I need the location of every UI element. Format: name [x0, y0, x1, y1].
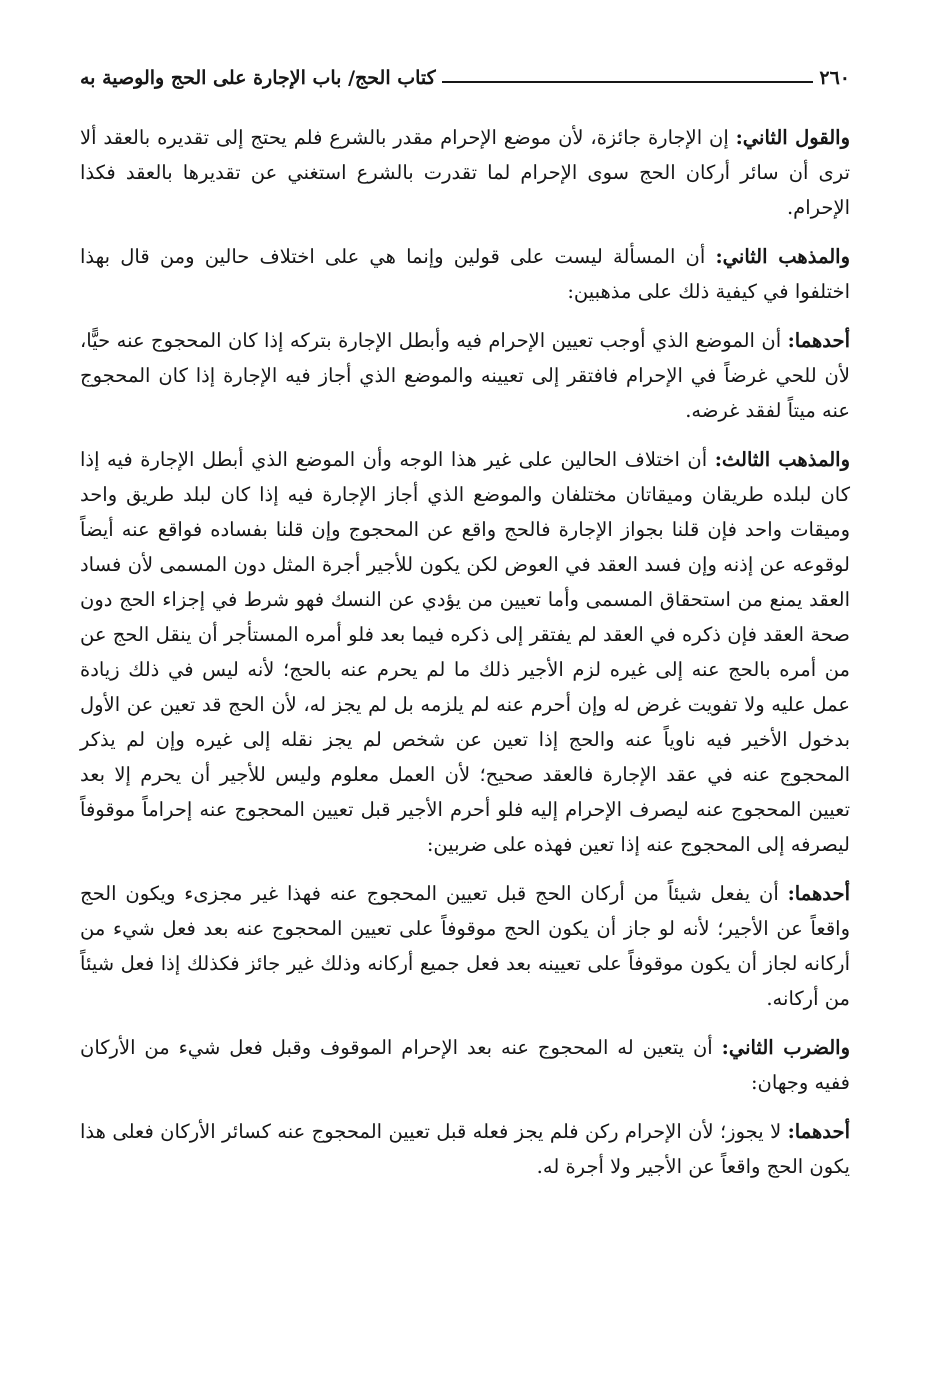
paragraph-text: أن الموضع الذي أوجب تعيين الإحرام فيه وأبطل الإجارة بتركه إذا كان المحجوج عنه حيًّا، لأن للحي غرضاً في الإحرام فافتقر إلى تعيينه والموضع الذي أجاز فيه الإجارة إذا كان المحجوج عنه ميتاً لفقد غرضه.: [80, 329, 850, 422]
paragraph-second-school: [80, 239, 850, 309]
paragraph-second-opinion: [80, 120, 850, 225]
page-number: ٢٦٠: [819, 67, 850, 89]
page-body: [80, 120, 850, 1184]
paragraph-second-type: [80, 1030, 850, 1100]
paragraph-lead: أحدهما:: [787, 329, 851, 352]
paragraph-first-view: [80, 1114, 850, 1184]
header-rule: [442, 81, 814, 83]
paragraph-text: إن الإجارة جائزة، لأن موضع الإحرام مقدر بالشرع فلم يحتج إلى تقديره بالعقد ألا ترى أن سائر أركان الحج سوى الإحرام لما تقدرت بالشرع استغني عن تقديرها بالعقد فكذا الإحرام.: [80, 126, 850, 219]
paragraph-first-of-two: [80, 323, 850, 428]
paragraph-text: أن يفعل شيئاً من أركان الحج قبل تعيين المحجوج عنه فهذا غير مجزىء ويكون الحج واقعاً عن الأجير؛ لأنه لو جاز أن يكون الحج موقوفاً على تعيين المحجوج عنه بعد فعل شيء من أركانه لجاز أن يكون موقوفاً على تعيينه بعد فعل جميع أركانه وذلك غير جائز فكذلك إذا فعل شيئاً من أركانه.: [80, 882, 850, 1010]
paragraph-text: لا يجوز؛ لأن الإحرام ركن فلم يجز فعله قبل تعيين المحجوج عنه كسائر الأركان فعلى هذا يكون الحج واقعاً عن الأجير ولا أجرة له.: [80, 1120, 850, 1178]
running-header: [80, 62, 850, 94]
paragraph-lead: والقول الثاني:: [735, 126, 851, 149]
paragraph-lead: والضرب الثاني:: [721, 1036, 850, 1059]
paragraph-lead: أحدهما:: [787, 1120, 850, 1143]
paragraph-lead: والمذهب الثالث:: [714, 448, 851, 471]
book-page: [80, 62, 850, 1198]
paragraph-lead: أحدهما:: [787, 882, 851, 905]
chapter-title: كتاب الحج/ باب الإجارة على الحج والوصية به: [80, 67, 436, 89]
paragraph-third-school: [80, 442, 850, 862]
paragraph-text: أن اختلاف الحالين على غير هذا الوجه وأن الموضع الذي أبطل الإجارة فيه إذا كان لبلده طريقان وميقاتان مختلفان والموضع الذي أجاز الإجارة فيه إذا كان لبلد طريق واحد وميقات واحد فإن قلنا بجواز الإجارة فالحج واقع عن المحجوج وإن قلنا بفساده فواقع عنه أيضاً لوقوعه عن إذنه وإن فسد العقد في العوض لكن يكون للأجير أجرة المثل دون المسمى لأن فساد العقد يمنع من استحقاق المسمى وأما تعيين من يؤدي عن النسك فهو شرط في إجزاء الحج دون صحة العقد فإن ذكره في العقد لم يفتقر إلى ذكره فيما بعد فلو أمره المستأجر أن ينقل الحج عن من أمره بالحج عنه إلى غيره لزم الأجير ذلك ما لم يحرم عنه بالحج؛ لأنه ليس في ذلك زيادة عمل عليه ولا تفويت غرض له وإن أحرم عنه لم يلزمه بل لم يجز له، لأن الحج قد تعين عن الأول بدخول الأخير فيه ناوياً عنه والحج إذا تعين عن شخص لم يجز نقله إلى غيره وإن لم يذكر المحجوج عنه في عقد الإجارة فالعقد صحيح؛ لأن العمل معلوم وليس للأجير أن يحرم إلا بعد تعيين المحجوج عنه ليصرف الإحرام إليه فلو أحرم الأجير قبل تعيين المحجوج عنه إحراماً موقوفاً ليصرفه إلى المحجوج عنه إذا تعين فهذه على ضربين:: [80, 448, 850, 856]
paragraph-text: أن المسألة ليست على قولين وإنما هي على اختلاف حالين ومن قال بهذا اختلفوا في كيفية ذلك على مذهبين:: [80, 245, 850, 303]
paragraph-text: أن يتعين له المحجوج عنه بعد الإحرام الموقوف وقبل فعل شيء من الأركان ففيه وجهان:: [80, 1036, 850, 1094]
paragraph-first-type: [80, 876, 850, 1016]
paragraph-lead: والمذهب الثاني:: [715, 245, 851, 268]
